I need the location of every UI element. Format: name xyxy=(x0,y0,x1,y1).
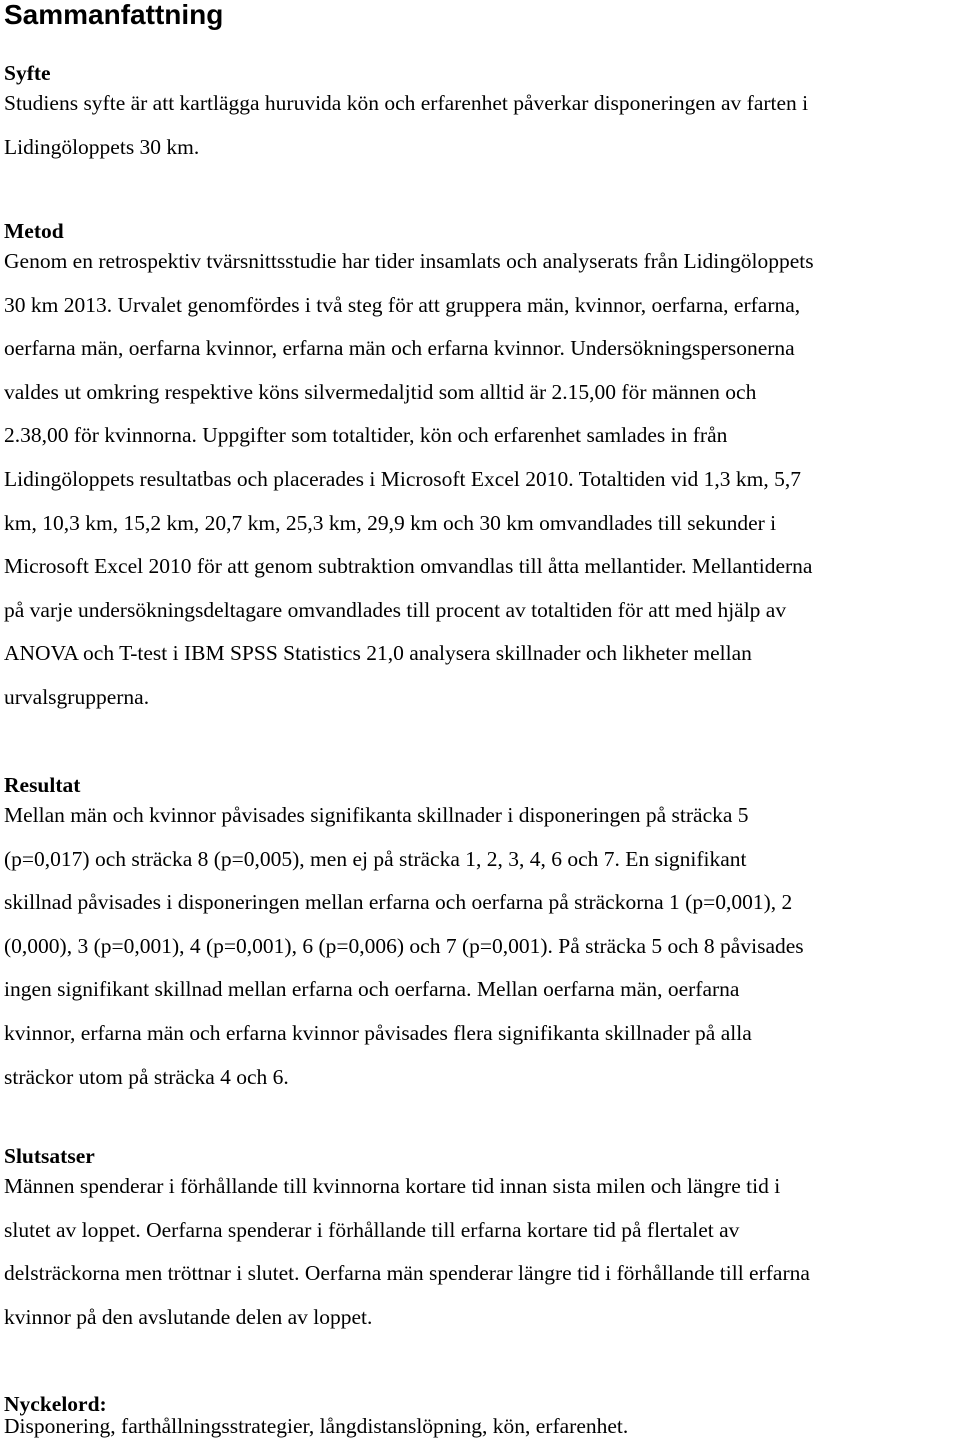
text-line: Lidingöloppets resultatbas och placerades i Microsoft Excel 2010. Totaltiden vid 1,3 km, 5,7 xyxy=(4,466,802,491)
section-heading-metod: Metod xyxy=(4,219,64,243)
section-metod xyxy=(4,216,960,720)
text-line: Genom en retrospektiv tvärsnittsstudie har tider insamlats och analyserats från Lidingöloppets xyxy=(4,249,814,273)
section-syfte xyxy=(4,58,960,169)
text-line: ANOVA och T-test i IBM SPSS Statistics 21,0 analysera skillnader och likheter mellan xyxy=(4,641,752,666)
text-line: km, 10,3 km, 15,2 km, 20,7 km, 25,3 km, 29,9 km och 30 km omvandlades till sekunder i xyxy=(4,510,777,535)
text-line: 2.38,00 för kvinnorna. Uppgifter som totaltider, kön och erfarenhet samlades in från xyxy=(4,423,728,448)
section-body-nyckelord xyxy=(4,1411,960,1441)
section-heading-resultat: Resultat xyxy=(4,773,81,797)
text-line: slutet av loppet. Oerfarna spenderar i förhållande till erfarna kortare tid på flertalet av xyxy=(4,1217,740,1242)
text-line: Männen spenderar i förhållande till kvinnorna kortare tid innan sista milen och längre tid i xyxy=(4,1174,781,1198)
section-body-resultat xyxy=(4,794,960,1099)
section-nyckelord xyxy=(4,1389,960,1441)
section-resultat xyxy=(4,770,960,1099)
text-line: urvalsgrupperna. xyxy=(4,684,150,709)
text-line: (p=0,017) och sträcka 8 (p=0,005), men ej på sträcka 1, 2, 3, 4, 6 och 7. En signifikant xyxy=(4,846,747,871)
section-body-syfte xyxy=(4,82,960,169)
section-heading-syfte: Syfte xyxy=(4,61,51,85)
text-line: Studiens syfte är att kartlägga huruvida kön och erfarenhet påverkar disponeringen av farten i xyxy=(4,91,809,115)
text-line: delsträckorna men tröttnar i slutet. Oerfarna män spenderar längre tid i förhållande till erfarna xyxy=(4,1261,810,1286)
text-line: Mellan män och kvinnor påvisades signifikanta skillnader i disponeringen på sträcka 5 xyxy=(4,803,749,827)
section-heading-nyckelord: Nyckelord: xyxy=(4,1392,107,1416)
section-body-slutsatser xyxy=(4,1165,960,1339)
text-line: (0,000), 3 (p=0,001), 4 (p=0,001), 6 (p=0,006) och 7 (p=0,001). På sträcka 5 och 8 påvisades xyxy=(4,933,804,958)
text-line: skillnad påvisades i disponeringen mellan erfarna och oerfarna på sträckorna 1 (p=0,001), 2 xyxy=(4,890,793,915)
page-title: Sammanfattning xyxy=(4,0,224,30)
text-line: 30 km 2013. Urvalet genomfördes i två steg för att gruppera män, kvinnor, oerfarna, erfarna, xyxy=(4,292,801,317)
keywords-line: Disponering, farthållningsstrategier, långdistanslöpning, kön, erfarenhet. xyxy=(4,1414,629,1438)
text-line: på varje undersökningsdeltagare omvandlades till procent av totaltiden för att med hjälp av xyxy=(4,597,787,622)
text-line: kvinnor på den avslutande delen av loppet. xyxy=(4,1304,373,1329)
section-body-metod xyxy=(4,240,960,720)
text-line: valdes ut omkring respektive köns silvermedaljtid som alltid är 2.15,00 för männen och xyxy=(4,379,757,404)
text-line: Microsoft Excel 2010 för att genom subtraktion omvandlas till åtta mellantider. Mellantiderna xyxy=(4,554,813,579)
text-line: oerfarna män, oerfarna kvinnor, erfarna män och erfarna kvinnor. Undersökningspersonerna xyxy=(4,336,795,361)
text-line: kvinnor, erfarna män och erfarna kvinnor påvisades flera signifikanta skillnader på alla xyxy=(4,1020,752,1045)
text-line: sträckor utom på sträcka 4 och 6. xyxy=(4,1064,289,1089)
section-heading-slutsatser: Slutsatser xyxy=(4,1144,95,1168)
text-line: ingen signifikant skillnad mellan erfarna och oerfarna. Mellan oerfarna män, oerfarna xyxy=(4,977,740,1002)
text-line: Lidingöloppets 30 km. xyxy=(4,134,200,159)
section-slutsatser xyxy=(4,1141,960,1339)
